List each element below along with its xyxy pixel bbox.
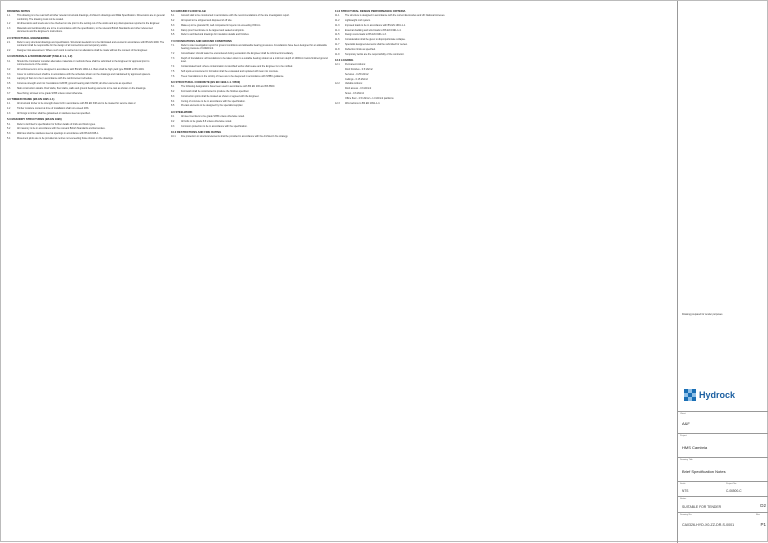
clause-text: Groundwater: should water be encountered during excavation the Engineer shall be informed immediately. — [181, 52, 294, 56]
clause — [171, 70, 329, 73]
section-heading: 4.0 TIMBER FRAME (BS EN 1995-1-1) — [7, 98, 55, 102]
clause — [171, 100, 329, 103]
clause — [7, 73, 165, 76]
clause-number: 11.6 — [335, 38, 340, 42]
clause — [335, 92, 495, 95]
clause-number: 3.1 — [7, 59, 11, 63]
clause — [7, 112, 165, 115]
clause-text: The structure is designed in accordance with the current Eurocodes and UK National Annexes. — [345, 14, 446, 18]
clause-number — [335, 87, 345, 90]
clause-text: Slab construction details. Roof slabs, floor slabs, walls and ground bearing elements to be cast as shown on the drawings. — [17, 87, 147, 91]
clause-text: Refer to Architect's specification for further details of brick and block types. — [17, 122, 96, 126]
clause-number: 4.1 — [7, 102, 11, 106]
clause-text: Concrete strength and mix: foundations C28/35; ground bearing slab C32/40; all other elements as specified. — [17, 82, 133, 86]
clause — [335, 38, 495, 41]
section-heading: 2.0 STRUCTURAL ENGINEERING — [7, 36, 50, 40]
clause-text: Should the Contractor consider alternative materials or methods these shall be submitted to the Engineer for approval prior to commencement of the works. — [17, 59, 150, 67]
clause — [7, 82, 165, 85]
clause-text: Temporary works are the responsibility of the contractor. — [345, 52, 405, 56]
clause-number: 12.2 — [335, 82, 340, 86]
clause-text: Lapping of bars is to be in accordance with the reinforcement schedule. — [17, 77, 93, 81]
clause-number — [335, 68, 345, 71]
project-cell — [678, 433, 768, 457]
clause — [335, 82, 495, 85]
clause-text: Formwork shall be constructed to produce the finishes specified. — [181, 90, 250, 94]
section-heading: 12.0 LOADING — [335, 58, 354, 62]
clause-number: 1.3 — [7, 27, 11, 31]
clause-number: 3.7 — [7, 91, 11, 95]
clause — [7, 77, 165, 80]
clause-text: Deflection limits as specified. — [345, 47, 376, 51]
clause-text: All bolts to be grade 8.8 unless otherwise noted. — [181, 119, 232, 123]
clause — [335, 78, 495, 81]
clause — [335, 102, 495, 105]
project-number-label: Project No. — [726, 483, 737, 485]
clause-text: Refer to architectural drawings for insulation details and finishes. — [181, 33, 250, 37]
clause — [7, 123, 165, 126]
clause-text: Make-up to be granular fill, well compacted in layers not exceeding 150mm. — [181, 23, 261, 27]
clause-text: Contaminated land: where contamination is identified works shall cease and the Engineer is to be notified. — [181, 65, 293, 69]
clause — [335, 48, 495, 51]
clause-number: 12.1 — [335, 63, 340, 67]
clause-number: 11.9 — [335, 52, 340, 56]
clause-text: Imposed loads to be in accordance with BS EN 1991-1-1. — [345, 23, 406, 27]
clause-text: Roof access - 0.6 kN/m2 — [345, 87, 372, 91]
clause — [7, 22, 165, 25]
clause-number: 5.4 — [7, 137, 11, 141]
clause-text: Services - 0.25 kN/m2 — [345, 72, 369, 76]
client-label: Client — [680, 413, 686, 415]
clause-number: 12.3 — [335, 101, 340, 105]
notes-column-2 — [171, 7, 329, 140]
clause-text: Cover to reinforcement shall be in accordance with the schedule shown on the drawings and maintained by approved spacers. — [17, 72, 151, 76]
clause-text: All steel members to be grade S355 unless otherwise noted. — [181, 115, 245, 119]
section-heading: 10.0 RESTRICTIONS AND FIRE RATING — [171, 130, 222, 134]
notes-heading: Drawing prepared for tender purposes — [682, 313, 723, 316]
status-code: D2 — [760, 503, 766, 508]
company-name: Hydrock — [699, 390, 736, 400]
clause-number: 3.5 — [7, 82, 11, 86]
clause-text: Variable Actions: — [345, 82, 363, 86]
clause-text: Steel fixing: all steel to be grade S355 unless noted otherwise. — [17, 91, 83, 95]
clause-number: 11.4 — [335, 28, 340, 32]
clause — [171, 95, 329, 98]
clause-number: 7.3 — [171, 56, 175, 60]
section-heading: 9.0 STEELWORK — [171, 110, 193, 114]
title-block — [677, 1, 768, 543]
clause-number — [335, 78, 345, 81]
clause-number: 9.3 — [171, 124, 175, 128]
clause-text: The following designations have been used in accordance with BS EN 206 and BS 8500. — [181, 85, 275, 89]
clause-text: Precast elements to be designed by the specialist supplier. — [181, 104, 244, 108]
clause-number: 4.3 — [7, 112, 11, 116]
clause-text: Corrosion protection to be in accordance with the specification. — [181, 124, 248, 128]
clause-number: 8.1 — [171, 85, 175, 89]
clause — [7, 92, 165, 95]
clause — [171, 85, 329, 88]
revision-label: Rev — [756, 514, 760, 516]
clause-number: 7.1 — [171, 44, 175, 48]
clause-text: Trees: foundations in the vicinity of trees are to be deepened in accordance with NHBC guidance. — [181, 74, 285, 78]
clause-number: 7.2 — [171, 52, 175, 56]
clause-number: 1.2 — [7, 22, 11, 26]
clause — [7, 107, 165, 110]
status-cell — [678, 496, 768, 512]
clause — [335, 33, 495, 36]
clause-text: Design snow loads to BS EN 1991-1-3. — [345, 33, 387, 37]
clause-text: All masonry to be in accordance with the relevant British Standards and Eurocodes. — [17, 127, 106, 131]
clause-text: Construction joints shall be located as shown or agreed with the Engineer. — [181, 94, 260, 98]
clause — [335, 68, 495, 71]
clause — [335, 63, 495, 66]
clause-number: 11.2 — [335, 19, 340, 23]
clause-number: 3.2 — [7, 67, 11, 71]
clause — [7, 102, 165, 105]
project-number: C-06500-C — [726, 489, 742, 493]
clause — [171, 104, 329, 107]
section-heading: 5.0 MASONRY STRUCTURES (BS EN 1996) — [7, 118, 62, 122]
clause — [171, 125, 329, 128]
clause — [335, 29, 495, 32]
clause-number: 11.1 — [335, 14, 340, 18]
title-label: Drawing Title — [680, 459, 693, 461]
clause-number: 8.2 — [171, 90, 175, 94]
clause-text: Wall ties shall be stainless steel at spacings in accordance with BS EN 845-1. — [17, 132, 100, 136]
clause-number: 6.5 — [171, 33, 175, 37]
clause — [7, 132, 165, 135]
clause-text: Movement joints are to be provided at centres not exceeding those shown on the drawings. — [17, 137, 114, 141]
clause-text: All dimensions and levels are to be checked on site prior to the setting out of the works and any discrepancies reported to the Engineer. — [17, 22, 160, 26]
notes-column-1 — [7, 7, 165, 142]
clause-text: Refer to site investigation report for ground conditions and allowable bearing pressures. Foundations have been designed for an allowable bearing pressure of 100kN/m2. — [181, 44, 327, 51]
clause-text: External cladding and wind loads to BS EN 1991-1-4. — [345, 28, 402, 32]
clause-number: 11.7 — [335, 43, 340, 47]
clause — [7, 87, 165, 90]
clause-number: 3.3 — [7, 72, 11, 76]
clause-number: 7.4 — [171, 65, 175, 69]
client-value: A&F — [682, 421, 690, 426]
clause-text: All topsoil to be stripped and disposed of off site. — [181, 19, 233, 23]
clause — [7, 49, 165, 52]
drawing-number-cell — [678, 512, 768, 543]
clause — [7, 14, 165, 21]
logo-icon — [684, 389, 696, 401]
company-logo — [684, 389, 735, 401]
clause-text: Wind actions to BS EN 1991-1-4. — [345, 101, 381, 105]
clause-text: Damp proof membrane to be lapped and sealed at all joints. — [181, 28, 245, 32]
title-block-notes — [682, 313, 766, 316]
clause-number: 2.1 — [7, 41, 11, 45]
clause — [7, 41, 165, 48]
clause-number: 8.5 — [171, 104, 175, 108]
project-value: HMS Cambria — [682, 445, 708, 450]
revision-value: P1 — [760, 522, 766, 527]
clause-number: 6.2 — [171, 19, 175, 23]
status-value: SUITABLE FOR TENDER — [682, 505, 722, 509]
section-heading: 11.0 STRUCTURAL DESIGN PERFORMANCE CRITERIA — [335, 10, 406, 13]
clause-text: This drawing is to be read with all other relevant structural drawings, Architect's drawings and M&E Specification. Dimensions are in general conformity. The drawing must not be scaled. — [17, 14, 165, 21]
clause-number: 10.1 — [171, 135, 176, 139]
clause-number: 8.3 — [171, 94, 175, 98]
clause — [335, 24, 495, 27]
clause-number: 6.4 — [171, 28, 175, 32]
clause-number: 9.2 — [171, 119, 175, 123]
clause-text: Soft spots encountered in formation shall be excavated and replaced with lean mix concrete. — [181, 69, 279, 73]
clause — [335, 87, 495, 90]
clause — [335, 97, 495, 100]
clause — [7, 68, 165, 71]
clause-number: 5.2 — [7, 127, 11, 131]
clause — [171, 44, 329, 51]
clause — [171, 52, 329, 55]
clause — [171, 29, 329, 32]
client-cell — [678, 411, 768, 433]
section-heading: 3.0 MATERIALS & WORKMANSHIP (TABLE 1.1, 1.2) — [7, 55, 73, 59]
clause-number: 8.4 — [171, 99, 175, 103]
drawing-number: CA0326-HYD-X0-ZZ-DR-S-0001 — [682, 523, 735, 527]
section-heading: 8.0 STRUCTURAL CONCRETE (BS EN 1992-1-1 / 8500) — [171, 80, 241, 84]
clause-text: All reinforcement is to be designed in accordance with BS EN 1992-1-1. Bars shall be high yield type B500B to BS 4449. — [17, 67, 145, 71]
clause — [335, 53, 495, 56]
clause-number: 2.2 — [7, 49, 11, 53]
title-value: Brief Specification Notes — [682, 469, 726, 474]
drawing-number-label: Drawing No. — [680, 514, 693, 516]
clause-number: 6.1 — [171, 14, 175, 18]
section-heading: DRAWING NOTES — [7, 10, 30, 13]
clause — [171, 57, 329, 64]
section-heading: 6.0 GROUND FLOOR SLAB — [171, 10, 206, 13]
clause-text: Ceilings - 0.15 kN/m2 — [345, 77, 368, 81]
status-label: Status — [680, 498, 687, 500]
clause-text: Timber moisture content at time of installation shall not exceed 20%. — [17, 107, 90, 111]
clause — [171, 115, 329, 118]
clause — [7, 137, 165, 140]
clause-text: Snow - 0.6 kN/m2 — [345, 92, 364, 96]
clause — [335, 19, 495, 22]
clause — [171, 19, 329, 22]
clause-number — [335, 73, 345, 76]
clause-number: 6.3 — [171, 23, 175, 27]
scale-label: Scale — [680, 483, 686, 485]
clause-text: Roof Finishes - 0.5 kN/m2 — [345, 68, 373, 72]
notes-column-3 — [335, 7, 495, 106]
clause-text: Consideration shall be given to disproportionate collapse. — [345, 38, 406, 42]
clause-number — [335, 92, 345, 95]
clause — [171, 90, 329, 93]
clause — [335, 73, 495, 76]
clause-number: 7.6 — [171, 74, 175, 78]
clause-number: 7.5 — [171, 69, 175, 73]
clause-number: 4.2 — [7, 107, 11, 111]
clause-text: Fire protection to structural elements shall be provided in accordance with the Architect's fire strategy. — [181, 135, 289, 139]
section-heading: 7.0 FOUNDATIONS AND GROUND CONDITIONS — [171, 39, 232, 43]
clause — [171, 75, 329, 78]
clause-number — [335, 97, 345, 100]
clause-text: Refer to any structural drawings and specification. Structural steelwork is to be fabricated and erected in accordance with BS EN 1090. The contractor shall be responsible for the design of all connections and temporary works. — [17, 41, 165, 48]
clause-number: 9.1 — [171, 115, 175, 119]
project-label: Project — [680, 435, 687, 437]
clause-number: 11.5 — [335, 33, 340, 37]
clause — [171, 33, 329, 36]
clause-text: Lightweight roof system. — [345, 19, 371, 23]
scale-cell — [678, 481, 768, 496]
clause-number: 1.1 — [7, 14, 11, 18]
clause-text: All structural timber to be strength class C24 in accordance with BS EN 338 and to be treated for service class 2. — [17, 102, 137, 106]
clause — [335, 14, 495, 17]
clause — [171, 24, 329, 27]
clause-number: 5.3 — [7, 132, 11, 136]
clause-text: Office floor - 2.5 kN/m2 + 1.0 kN/m2 partitions — [345, 96, 394, 100]
clause-text: Depth of foundations: all foundations to be taken down to a suitable bearing stratum at a minimum depth of 1000mm below finished ground level. — [181, 56, 328, 64]
clause — [335, 43, 495, 46]
clause-text: Curing of concrete to be in accordance with the specification. — [181, 99, 246, 103]
clause-text: Permanent Actions: — [345, 63, 366, 67]
clause-number: 3.4 — [7, 77, 11, 81]
title-cell — [678, 457, 768, 481]
clause-text: Ground slab to be constructed in accordance with the recommendations of the site investigation report. — [181, 14, 290, 18]
clause — [7, 27, 165, 34]
clause-text: Designer risk assessment. Where such work is carried out no alterations shall be made without the consent of the Engineer. — [17, 49, 148, 53]
clause — [171, 14, 329, 17]
clause-number: 3.6 — [7, 87, 11, 91]
clause — [7, 127, 165, 130]
clause-number: 11.3 — [335, 23, 340, 27]
clause — [171, 135, 329, 138]
clause-text: Materials and workmanship are to be in accordance with the specification, to the relevant British Standards and other referenced documents and the Engineer's instructions. — [17, 27, 153, 34]
clause-text: All fixings to timber shall be galvanised or stainless steel as specified. — [17, 112, 91, 116]
clause — [171, 120, 329, 123]
clause-number: 11.8 — [335, 47, 340, 51]
scale-value: NTS — [682, 489, 689, 493]
clause-number: 5.1 — [7, 122, 11, 126]
clause — [7, 60, 165, 67]
clause-text: Specialist designed elements shall be submitted for review. — [345, 43, 408, 47]
clause — [171, 65, 329, 68]
